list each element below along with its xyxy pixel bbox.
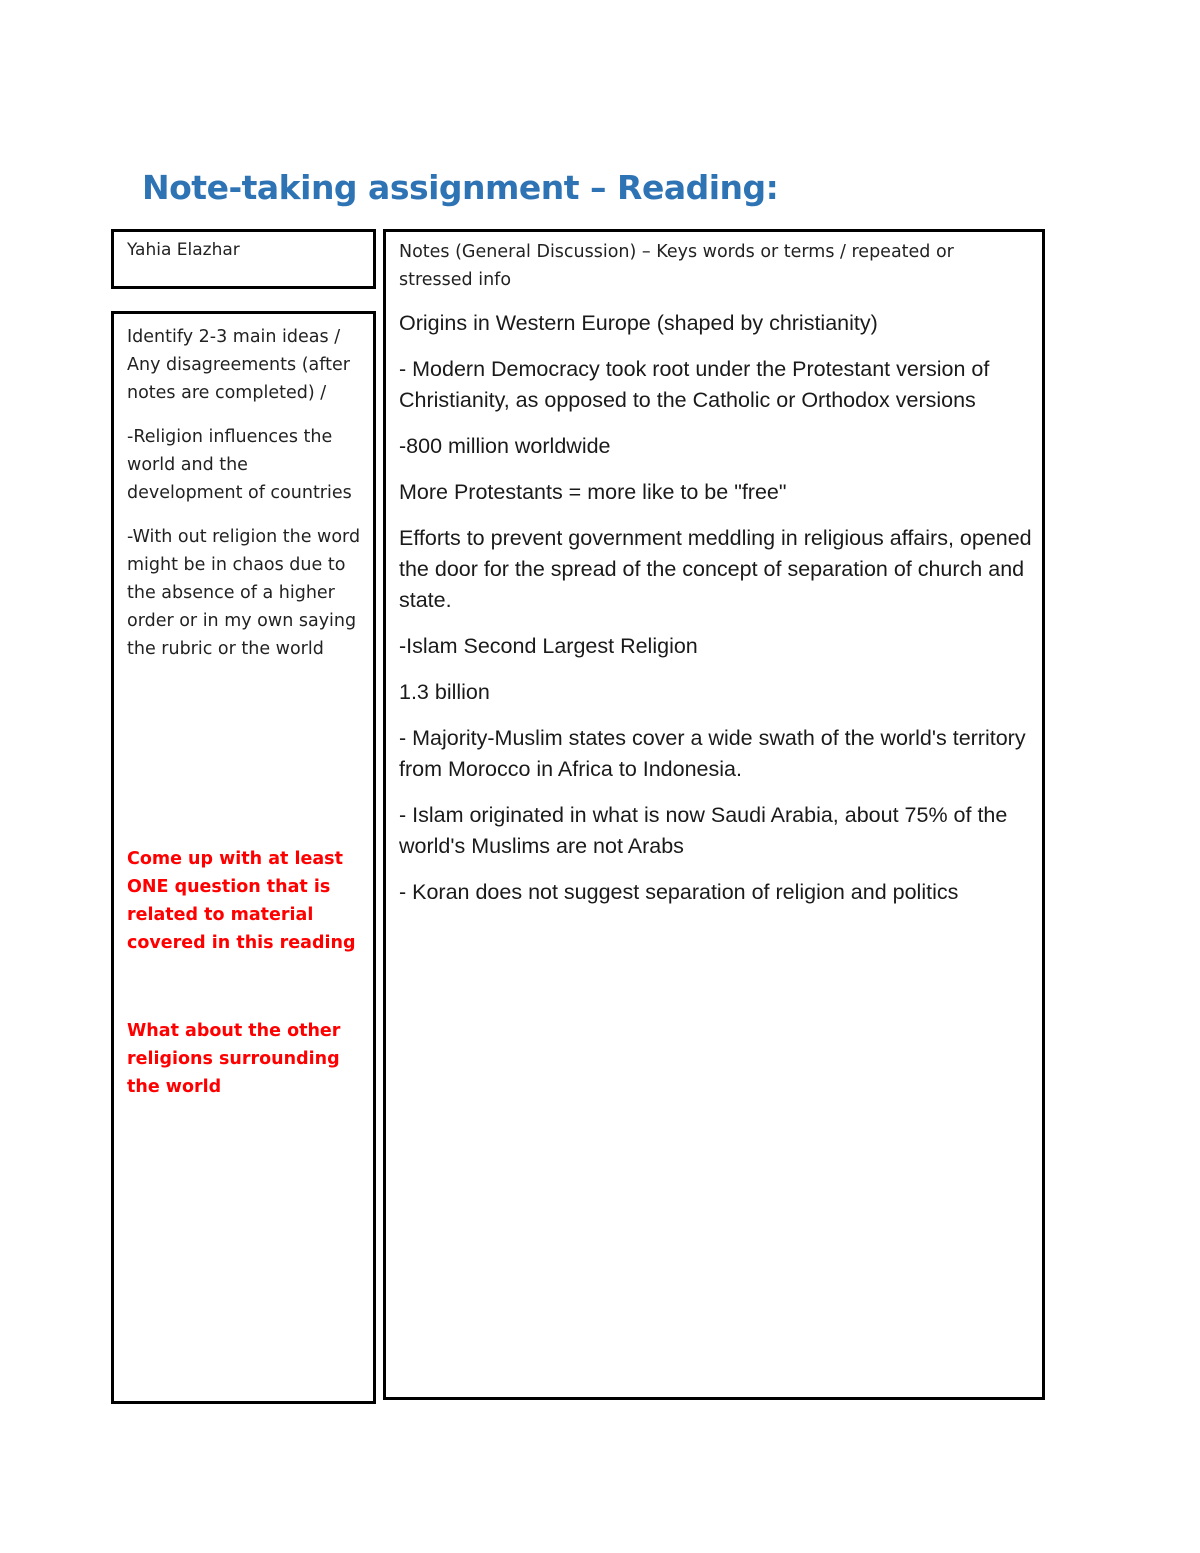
main-idea-item: -With out religion the word might be in chaos due to the absence of a higher order or in my own saying the rubric or the world xyxy=(127,527,361,659)
note-item: Efforts to prevent government meddling in religious affairs, opened the door for the spread of the concept of separation of church and state. xyxy=(399,526,1032,612)
student-name-box xyxy=(111,229,376,289)
note-item: - Modern Democracy took root under the Protestant version of Christianity, as opposed to the Catholic or Orthodox versions xyxy=(399,357,990,412)
note-item: -800 million worldwide xyxy=(399,434,611,458)
notes-box xyxy=(383,229,1045,1400)
note-item: Origins in Western Europe (shaped by christianity) xyxy=(399,311,878,335)
page-title: Note-taking assignment – Reading: xyxy=(142,168,779,207)
note-item: 1.3 billion xyxy=(399,680,490,704)
main-ideas-heading: Identify 2-3 main ideas / Any disagreements (after notes are completed) / xyxy=(127,327,350,403)
notes-heading: Notes (General Discussion) – Keys words or terms / repeated or stressed info xyxy=(399,242,954,290)
note-item: -Islam Second Largest Religion xyxy=(399,634,698,658)
note-item: - Islam originated in what is now Saudi Arabia, about 75% of the world's Muslims are not Arabs xyxy=(399,803,1008,858)
note-item: - Majority-Muslim states cover a wide swath of the world's territory from Morocco in Africa to Indonesia. xyxy=(399,726,1026,781)
main-idea-item: -Religion influences the world and the development of countries xyxy=(127,427,352,503)
note-item: - Koran does not suggest separation of religion and politics xyxy=(399,880,959,904)
note-item: More Protestants = more like to be "free" xyxy=(399,480,787,504)
question-answer: What about the other religions surrounding the world xyxy=(127,1021,341,1097)
main-ideas-box xyxy=(111,311,376,1404)
question-prompt: Come up with at least ONE question that is related to material covered in this reading xyxy=(127,849,356,953)
student-name: Yahia Elazhar xyxy=(127,240,240,260)
